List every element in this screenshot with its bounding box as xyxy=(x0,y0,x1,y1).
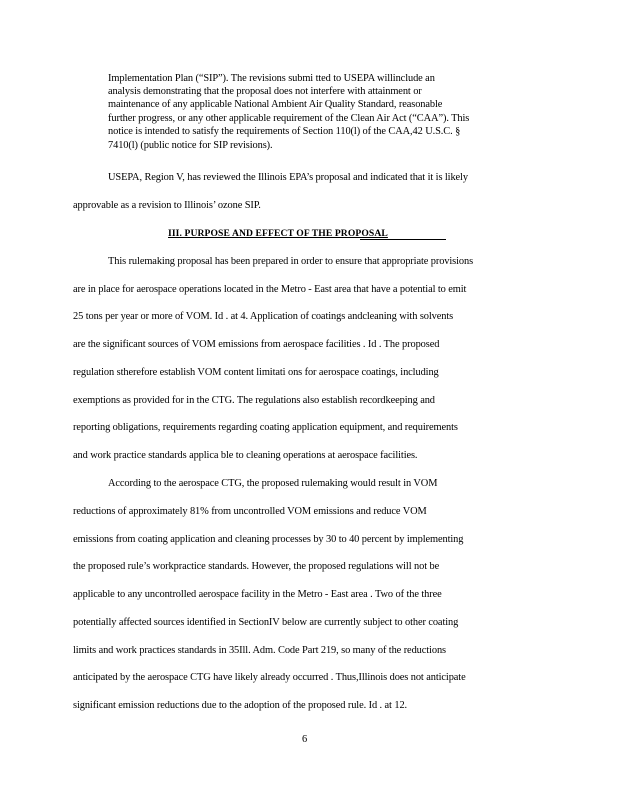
paragraph-line: approvable as a revision to Illinois’ ozone SIP. xyxy=(73,200,261,211)
paragraph-line: reductions of approximately 81% from uncontrolled VOM emissions and reduce VOM xyxy=(73,506,427,517)
paragraph-line: anticipated by the aerospace CTG have likely already occurred . Thus,Illinois does not anticipate xyxy=(73,672,466,683)
paragraph-line: According to the aerospace CTG, the proposed rulemaking would result in VOM xyxy=(108,478,438,489)
block-quote-line: notice is intended to satisfy the requirements of Section 110(l) of the CAA,42 U.S.C. § xyxy=(108,126,461,137)
paragraph-line: regulation stherefore establish VOM content limitati ons for aerospace coatings, including xyxy=(73,367,439,378)
paragraph-line: the proposed rule’s workpractice standards. However, the proposed regulations will not be xyxy=(73,561,440,572)
block-quote-line: Implementation Plan (“SIP”). The revisions submi tted to USEPA willinclude an xyxy=(108,73,435,84)
paragraph-line: reporting obligations, requirements regarding coating application equipment, and requirements xyxy=(73,422,458,433)
paragraph-line: applicable to any uncontrolled aerospace facility in the Metro - East area . Two of the three xyxy=(73,589,442,600)
page-number: 6 xyxy=(302,734,308,745)
section-heading: III. PURPOSE AND EFFECT OF THE PROPOSAL xyxy=(168,228,388,239)
paragraph-line: emissions from coating application and cleaning processes by 30 to 40 percent by implementing xyxy=(73,534,464,545)
paragraph-line: This rulemaking proposal has been prepared in order to ensure that appropriate provisions xyxy=(108,256,474,267)
paragraph-line: and work practice standards applica ble to cleaning operations at aerospace facilities. xyxy=(73,450,418,461)
block-quote-line: analysis demonstrating that the proposal does not interfere with attainment or xyxy=(108,86,422,97)
paragraph-line: USEPA, Region V, has reviewed the Illinois EPA’s proposal and indicated that it is likely xyxy=(108,172,468,183)
block-quote-line: maintenance of any applicable National Ambient Air Quality Standard, reasonable xyxy=(108,99,443,110)
paragraph-line: potentially affected sources identified in SectionIV below are currently subject to other coating xyxy=(73,617,459,628)
paragraph-line: are in place for aerospace operations located in the Metro - East area that have a potential to emit xyxy=(73,284,467,295)
block-quote-line: further progress, or any other applicable requirement of the Clean Air Act (“CAA”). This xyxy=(108,113,470,124)
block-quote-line: 7410(l) (public notice for SIP revisions). xyxy=(108,140,273,151)
paragraph-line: limits and work practices standards in 35Ill. Adm. Code Part 219, so many of the reductions xyxy=(73,645,446,656)
heading-underline xyxy=(360,239,446,240)
paragraph-line: significant emission reductions due to the adoption of the proposed rule. Id . at 12. xyxy=(73,700,408,711)
paragraph-line: are the significant sources of VOM emissions from aerospace facilities . Id . The proposed xyxy=(73,339,440,350)
paragraph-line: 25 tons per year or more of VOM. Id . at 4. Application of coatings andcleaning with solvents xyxy=(73,311,454,322)
paragraph-line: exemptions as provided for in the CTG. The regulations also establish recordkeeping and xyxy=(73,395,435,406)
